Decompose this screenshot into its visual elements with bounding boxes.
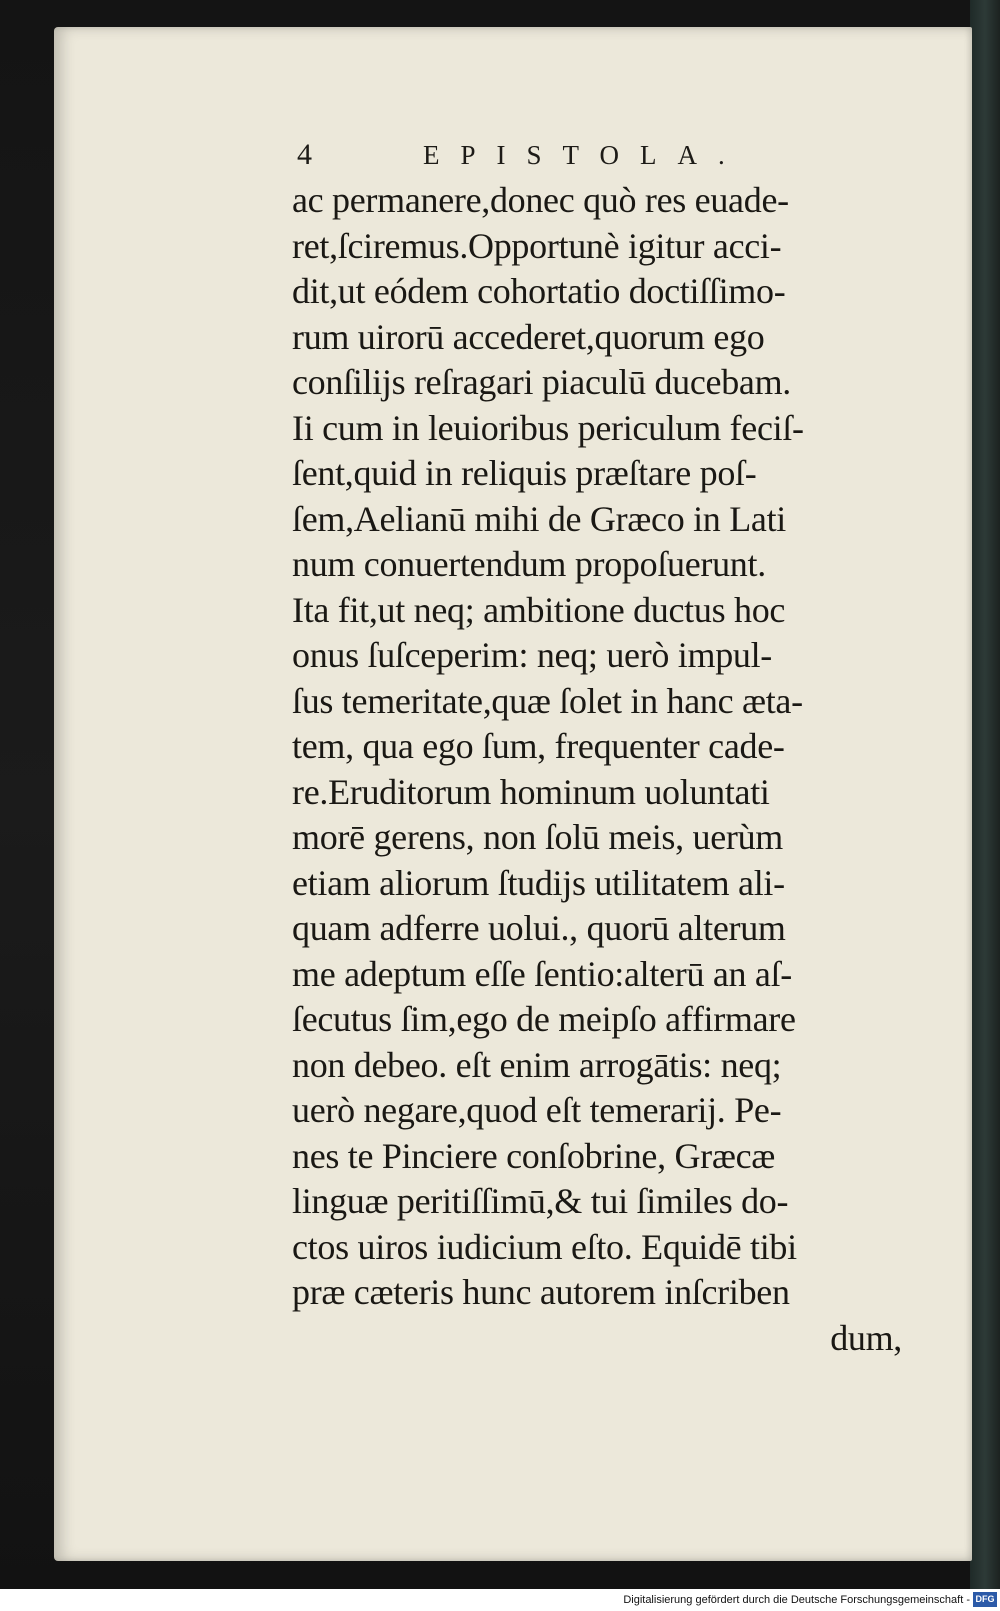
body-text — [292, 178, 912, 1361]
text-line: Ii cum in leuioribus periculum feciſ- — [292, 407, 804, 448]
footer-bar — [0, 1589, 1000, 1611]
text-line: ret,ſciremus.Opportunè igitur acci- — [292, 225, 782, 266]
text-line: dit,ut eódem cohortatio doctiſſimo- — [292, 271, 786, 311]
text-line: conſilijs reſragari piaculū ducebam. — [292, 362, 792, 402]
text-line: ctos uiros iudicium eſto. Equidē tibi — [292, 1226, 797, 1267]
text-line: me adeptum eſſe ſentio:alterū an aſ- — [292, 953, 792, 994]
text-line: præ cæteris hunc autorem inſcriben — [292, 1272, 790, 1312]
text-line: non debeo. eſt enim arrogātis: neq; — [292, 1044, 782, 1085]
dfg-logo: DFG — [973, 1592, 997, 1607]
text-line: ſent,quid in reliquis præſtare poſ- — [292, 453, 757, 493]
book-spine — [970, 0, 1000, 1590]
text-line: linguæ peritiſſimū,& tui ſimiles do- — [292, 1181, 789, 1221]
text-line: rum uirorū accederet,quorum ego — [292, 316, 765, 357]
text-line: tem, qua ego ſum, frequenter cade- — [292, 726, 785, 766]
text-line: re.Eruditorum hominum uoluntati — [292, 771, 770, 812]
text-line: quam adferre uolui., quorū alterum — [292, 908, 786, 948]
text-line: uerò negare,quod eſt temerarij. Pe- — [292, 1090, 782, 1130]
text-line: onus ſuſceperim: neq; uerò impul- — [292, 635, 772, 675]
page-number: 4 — [297, 138, 312, 171]
text-line: morē gerens, non ſolū meis, uerùm — [292, 817, 783, 857]
text-line: Ita fit,ut neq; ambitione ductus hoc — [292, 589, 786, 630]
catchword: dum, — [830, 1317, 902, 1358]
text-line: ac permanere,donec quò res euade- — [292, 180, 789, 220]
text-line: ſecutus ſim,ego de meipſo affirmare — [292, 999, 796, 1039]
text-line: num conuertendum propoſuerunt. — [292, 544, 766, 584]
funding-credit: Digitalisierung gefördert durch die Deutsche Forschungsgemeinschaft - — [623, 1594, 970, 1606]
text-line: etiam aliorum ſtudijs utilitatem ali- — [292, 862, 785, 903]
text-line: ſus temeritate,quæ ſolet in hanc æta- — [292, 680, 803, 721]
page-header — [297, 135, 797, 175]
text-line: ſem,Aelianū mihi de Græco in Lati — [292, 498, 786, 539]
text-line: nes te Pinciere conſobrine, Græcæ — [292, 1135, 775, 1176]
running-title: EPISTOLA. — [423, 140, 746, 170]
